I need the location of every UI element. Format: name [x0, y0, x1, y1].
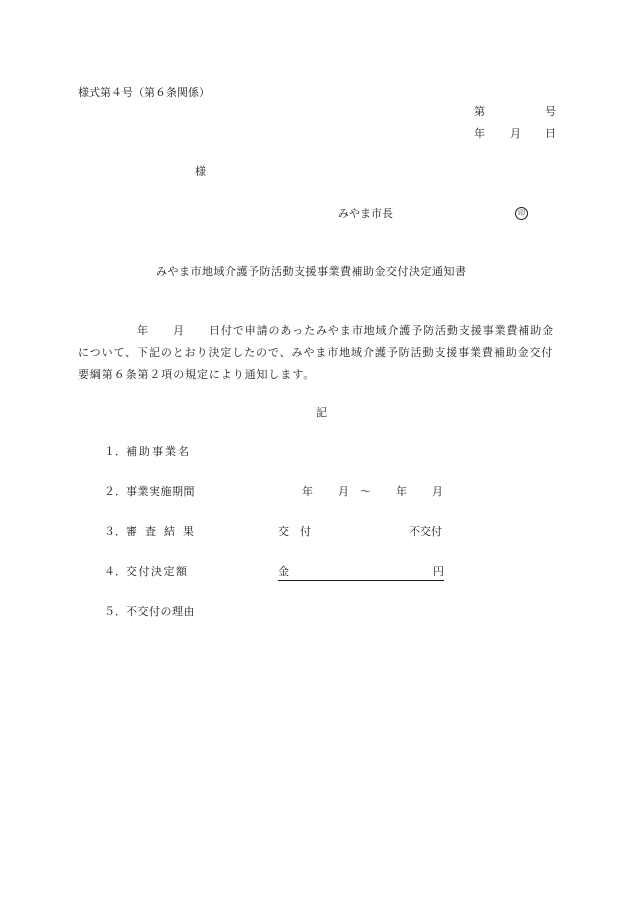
item-2-label: 事業実施期間 — [126, 485, 195, 498]
item-2-number: ２． — [104, 485, 126, 498]
date-day: 日 — [545, 127, 556, 140]
result-option-no-grant: 不交付 — [409, 525, 442, 538]
addressee-suffix: 様 — [195, 165, 206, 178]
seal-mark: 印 — [515, 207, 528, 220]
body-year: 年 — [137, 324, 148, 337]
body-line-3: 要綱第６条第２項の規定により通知します。 — [78, 368, 316, 381]
amount-yen: 円 — [433, 565, 444, 578]
document-title: みやま市地域介護予防活動支援事業費補助金交付決定通知書 — [156, 265, 467, 278]
form-reference: 様式第４号（第６条関係） — [78, 86, 210, 99]
body-month: 月 — [173, 324, 184, 337]
item-1-label: 補助事業名 — [126, 445, 191, 458]
item-3-number: ３． — [104, 525, 126, 538]
result-option-grant: 交 付 — [278, 525, 311, 538]
date-year: 年 — [474, 127, 485, 140]
item-5-number: ５． — [104, 605, 126, 618]
item-4-number: ４． — [104, 565, 126, 578]
date-month: 月 — [510, 127, 521, 140]
item-1-number: １． — [104, 445, 126, 458]
period-month-end: 月 — [432, 485, 443, 498]
item-3-label: 審査結果 — [126, 525, 202, 538]
document-number-prefix: 第 — [474, 105, 485, 118]
amount-field — [278, 566, 444, 581]
period-tilde: 〜 — [360, 485, 371, 498]
period-year-end: 年 — [396, 485, 407, 498]
item-4-label: 交付決定額 — [126, 565, 189, 578]
body-line-1: 日付で申請のあったみやま市地域介護予防活動支援事業費補助金 — [209, 324, 554, 337]
period-year-start: 年 — [302, 485, 313, 498]
ki-heading: 記 — [316, 406, 327, 419]
item-5-label: 不交付の理由 — [126, 605, 195, 618]
amount-kin: 金 — [278, 565, 289, 578]
sender-name: みやま市長 — [338, 207, 393, 220]
document-number-suffix: 号 — [545, 105, 556, 118]
period-month-start: 月 — [338, 485, 349, 498]
body-line-2: について、下記のとおり決定したので、みやま市地域介護予防活動支援事業費補助金交付 — [78, 346, 554, 359]
